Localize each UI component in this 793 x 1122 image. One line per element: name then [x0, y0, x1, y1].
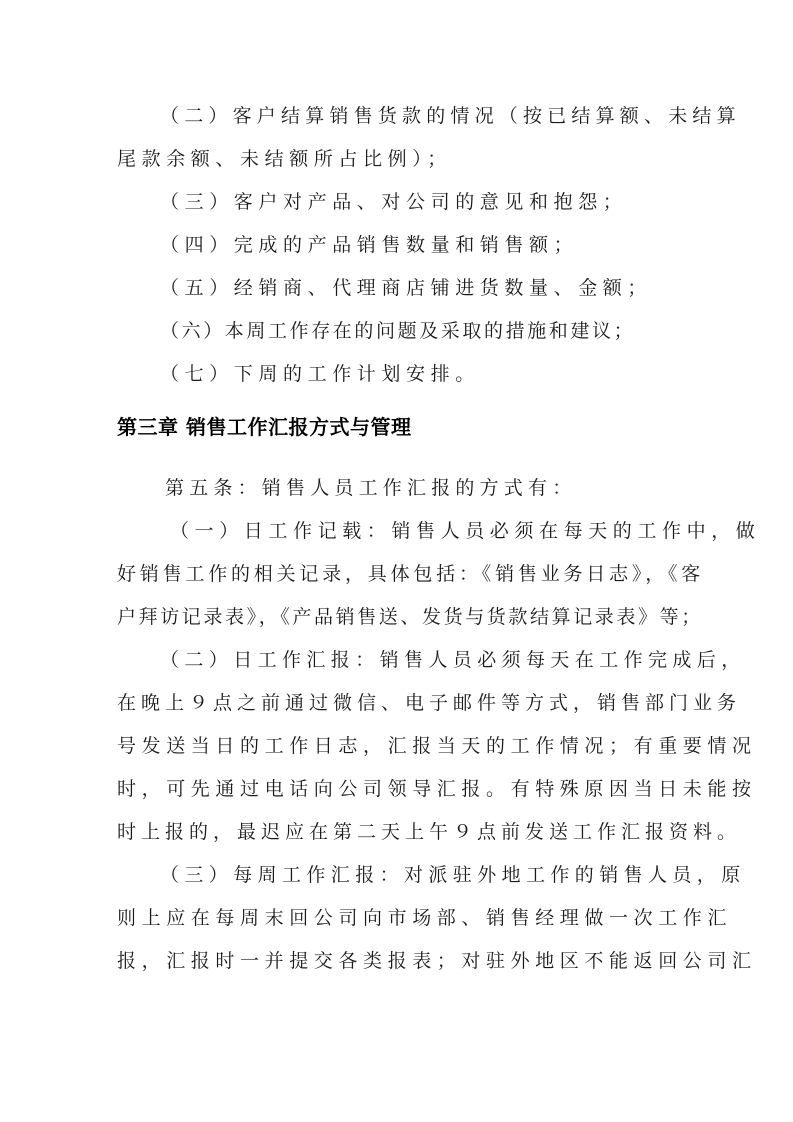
- item-1-line-1: （一）日工作记载：销售人员必须在每天的工作中，做: [170, 520, 761, 542]
- list-item-4: （四）完成的产品销售数量和销售额；: [160, 234, 579, 256]
- item-1-line-2: 好销售工作的相关记录，具体包括：《销售业务日志》，《客: [117, 563, 705, 585]
- list-item-7: （七）下周的工作计划安排。: [160, 363, 480, 385]
- list-item-5: （五）经销商、代理商店铺进货数量、金额；: [160, 277, 653, 299]
- item-2-line-2: 在晚上９点之前通过微信、电子邮件等方式，销售部门业务: [117, 692, 742, 714]
- item-3-line-1: （三）每周工作汇报：对派驻外地工作的销售人员，原: [160, 864, 746, 886]
- item-3-line-3: 报，汇报时一并提交各类报表；对驻外地区不能返回公司汇: [117, 950, 757, 972]
- item-2-line-3: 号发送当日的工作日志，汇报当天的工作情况；有重要情况: [117, 735, 757, 757]
- item-2-line-5: 时上报的，最迟应在第二天上午９点前发送工作汇报资料。: [117, 821, 742, 843]
- list-item-6: （六）本周工作存在的问题及采取的措施和建议；: [160, 320, 636, 342]
- item-2-line-1: （二）日工作汇报：销售人员必须每天在工作完成后，: [160, 649, 746, 671]
- list-item-2-line-1: （二）客户结算销售货款的情况（按已结算额、未结算: [160, 105, 741, 127]
- item-3-line-2: 则上应在每周末回公司向市场部、销售经理做一次工作汇: [117, 907, 733, 929]
- item-2-line-4: 时，可先通过电话向公司领导汇报。有特殊原因当日未能按: [117, 778, 757, 800]
- chapter-heading: 第三章 销售工作汇报方式与管理: [117, 415, 412, 439]
- list-item-3: （三）客户对产品、对公司的意见和抱怨；: [160, 191, 628, 213]
- list-item-2-line-2: 尾款余额、未结额所占比例）；: [117, 148, 452, 170]
- item-1-line-3: 户拜访记录表》，《产品销售送、发货与货款结算记录表》等；: [117, 606, 703, 628]
- article-5-title: 第五条：销售人员工作汇报的方式有：: [165, 477, 577, 499]
